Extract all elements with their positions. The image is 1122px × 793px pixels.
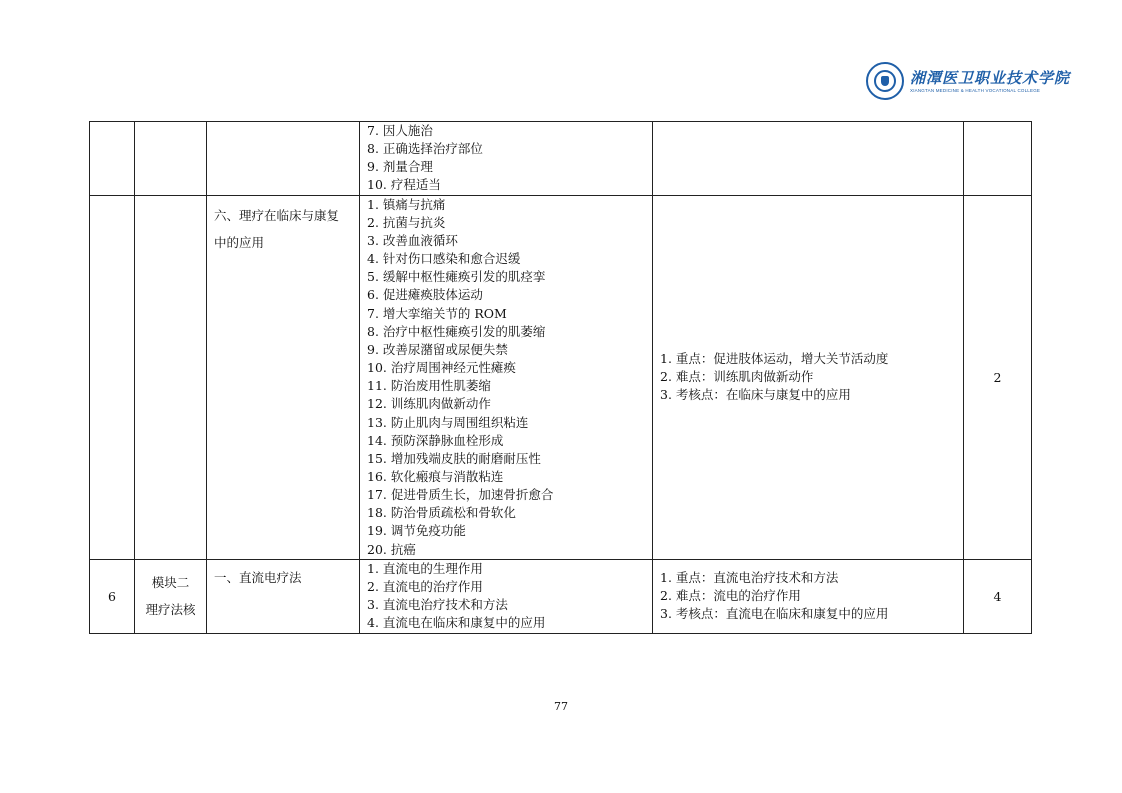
content-item: 18. 防治骨质疏松和骨软化 xyxy=(367,505,516,521)
content-item: 8. 正确选择治疗部位 xyxy=(367,141,483,157)
module-title-line: 模块二 xyxy=(151,575,190,591)
content-item: 1. 直流电的生理作用 xyxy=(367,560,483,576)
logo-chinese-name: 湘潭医卫职业技术学院 xyxy=(910,68,1071,87)
key-point-item: 1. 重点：直流电治疗技术和方法 xyxy=(660,570,839,586)
hours-cell: 2 xyxy=(964,195,1032,559)
content-item: 1. 镇痛与抗痛 xyxy=(367,196,446,212)
content-item: 8. 治疗中枢性瘫痪引发的肌萎缩 xyxy=(367,323,546,339)
content-item: 16. 软化瘢痕与消散粘连 xyxy=(367,468,504,484)
points-cell xyxy=(653,122,964,196)
content-item: 19. 调节免疫功能 xyxy=(367,523,466,539)
content-item: 17. 促进骨质生长，加速骨折愈合 xyxy=(367,487,554,503)
content-item: 7. 因人施治 xyxy=(367,123,433,138)
content-item: 2. 抗菌与抗炎 xyxy=(367,214,446,230)
content-item: 6. 促进瘫痪肢体运动 xyxy=(367,287,483,303)
module-cell xyxy=(135,195,207,559)
college-logo xyxy=(866,62,1070,100)
content-item: 10. 治疗周围神经元性瘫痪 xyxy=(367,360,516,376)
row-number-cell xyxy=(90,195,135,559)
content-item: 7. 增大挛缩关节的 ROM xyxy=(367,305,507,321)
content-item: 12. 训练肌肉做新动作 xyxy=(367,396,491,412)
points-cell xyxy=(653,195,964,559)
row-number-cell xyxy=(90,122,135,196)
content-item: 13. 防止肌肉与周围组织粘连 xyxy=(367,414,529,430)
unit-title-line: 六、理疗在临床与康复 xyxy=(214,207,340,223)
unit-title-line: 中的应用 xyxy=(214,234,265,250)
content-item: 9. 剂量合理 xyxy=(367,159,433,175)
table-row xyxy=(90,195,1032,559)
content-item: 2. 直流电的治疗作用 xyxy=(367,578,483,594)
logo-english-name: XIANGTAN MEDICINE & HEALTH VOCATIONAL COLLEGE xyxy=(910,87,1041,93)
content-item: 20. 抗癌 xyxy=(367,541,416,557)
college-emblem-icon xyxy=(866,62,904,100)
content-cell xyxy=(360,122,653,196)
content-item: 10. 疗程适当 xyxy=(367,177,441,193)
unit-cell xyxy=(207,559,360,633)
content-item: 14. 预防深静脉血栓形成 xyxy=(367,432,504,448)
syllabus-table xyxy=(89,121,1032,634)
hours-cell: 4 xyxy=(964,559,1032,633)
content-item: 3. 直流电治疗技术和方法 xyxy=(367,597,508,613)
module-title-line: 理疗法核 xyxy=(145,602,196,618)
content-item: 11. 防治废用性肌萎缩 xyxy=(367,378,491,394)
module-cell xyxy=(135,122,207,196)
content-item: 9. 改善尿潴留或尿便失禁 xyxy=(367,341,508,357)
page-number: 77 xyxy=(554,700,568,713)
row-number-cell: 6 xyxy=(90,559,135,633)
unit-title-line: 一、直流电疗法 xyxy=(214,569,302,585)
table-row xyxy=(90,559,1032,633)
content-item: 3. 改善血液循环 xyxy=(367,232,458,248)
module-cell xyxy=(135,559,207,633)
key-point-item: 3. 考核点：直流电在临床和康复中的应用 xyxy=(660,606,889,622)
table-row xyxy=(90,122,1032,196)
content-item: 4. 针对伤口感染和愈合迟缓 xyxy=(367,251,521,267)
logo-text xyxy=(910,69,1070,94)
points-cell xyxy=(653,559,964,633)
content-item: 4. 直流电在临床和康复中的应用 xyxy=(367,615,546,631)
hours-cell xyxy=(964,122,1032,196)
unit-cell xyxy=(207,195,360,559)
content-cell xyxy=(360,195,653,559)
key-point-item: 2. 难点：训练肌肉做新动作 xyxy=(660,369,814,385)
content-cell xyxy=(360,559,653,633)
unit-cell xyxy=(207,122,360,196)
key-point-item: 3. 考核点：在临床与康复中的应用 xyxy=(660,387,851,403)
content-item: 15. 增加残端皮肤的耐磨耐压性 xyxy=(367,450,541,466)
key-point-item: 2. 难点：流电的治疗作用 xyxy=(660,588,801,604)
key-point-item: 1. 重点：促进肢体运动，增大关节活动度 xyxy=(660,350,889,366)
content-item: 5. 缓解中枢性瘫痪引发的肌痉挛 xyxy=(367,269,546,285)
